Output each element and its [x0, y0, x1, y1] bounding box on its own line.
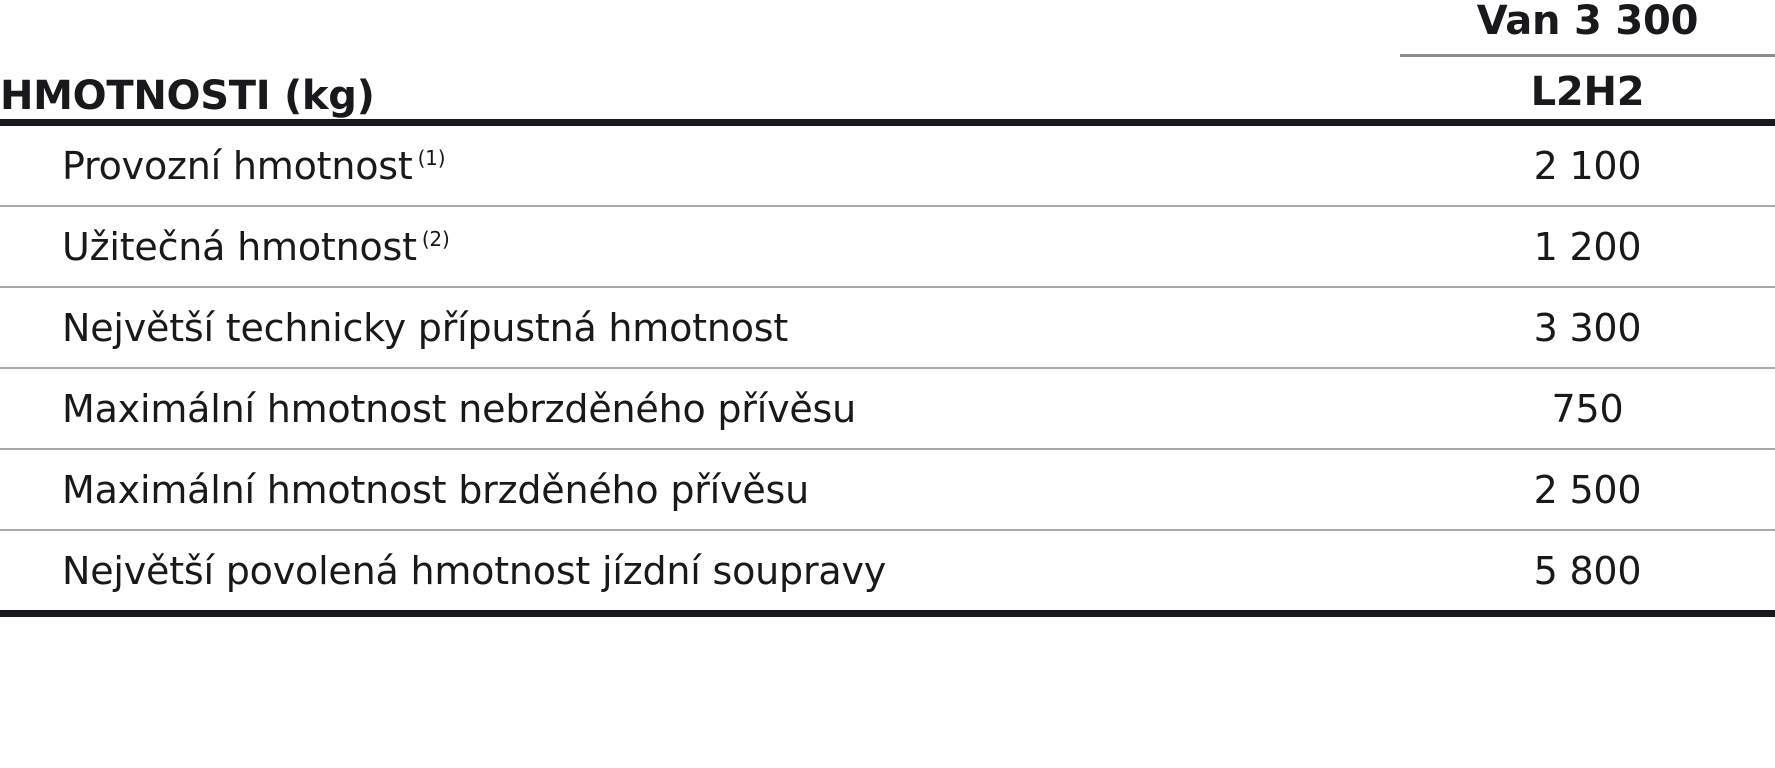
row-label — [0, 449, 1400, 530]
table-row — [0, 449, 1775, 530]
row-label-footnote — [809, 470, 814, 494]
row-label-text: Největší technicky přípustná hmotnost — [62, 305, 789, 350]
row-label-footnote: (2) — [421, 226, 450, 251]
row-value: 3 300 — [1400, 287, 1775, 368]
row-label — [0, 206, 1400, 287]
row-label-footnote — [788, 308, 793, 332]
row-label — [0, 287, 1400, 368]
variant-body-code: L2H2 — [1530, 69, 1645, 115]
row-value: 2 100 — [1400, 123, 1775, 207]
table-row — [0, 123, 1775, 207]
table-header-row — [0, 0, 1775, 123]
row-label — [0, 368, 1400, 449]
row-label-text: Provozní hmotnost — [62, 143, 413, 188]
row-label-footnote — [856, 389, 861, 413]
table-row — [0, 206, 1775, 287]
variant-header-cell — [1400, 0, 1775, 123]
row-label-text: Maximální hmotnost brzděného přívěsu — [62, 467, 809, 512]
row-value: 1 200 — [1400, 206, 1775, 287]
row-label-text: Maximální hmotnost nebrzděného přívěsu — [62, 386, 857, 431]
row-value: 2 500 — [1400, 449, 1775, 530]
row-value: 5 800 — [1400, 530, 1775, 614]
row-label-text: Užitečná hmotnost — [62, 224, 417, 269]
table-row — [0, 530, 1775, 614]
variant-name: Van 3 300 — [1400, 0, 1775, 57]
row-label-text: Největší povolená hmotnost jízdní soupravy — [62, 548, 887, 593]
table-group-title: HMOTNOSTI (kg) — [0, 0, 1400, 123]
row-label — [0, 123, 1400, 207]
row-label-footnote — [886, 551, 891, 575]
table-row — [0, 368, 1775, 449]
row-value: 750 — [1400, 368, 1775, 449]
row-label — [0, 530, 1400, 614]
table-row — [0, 287, 1775, 368]
row-label-footnote: (1) — [417, 145, 446, 170]
